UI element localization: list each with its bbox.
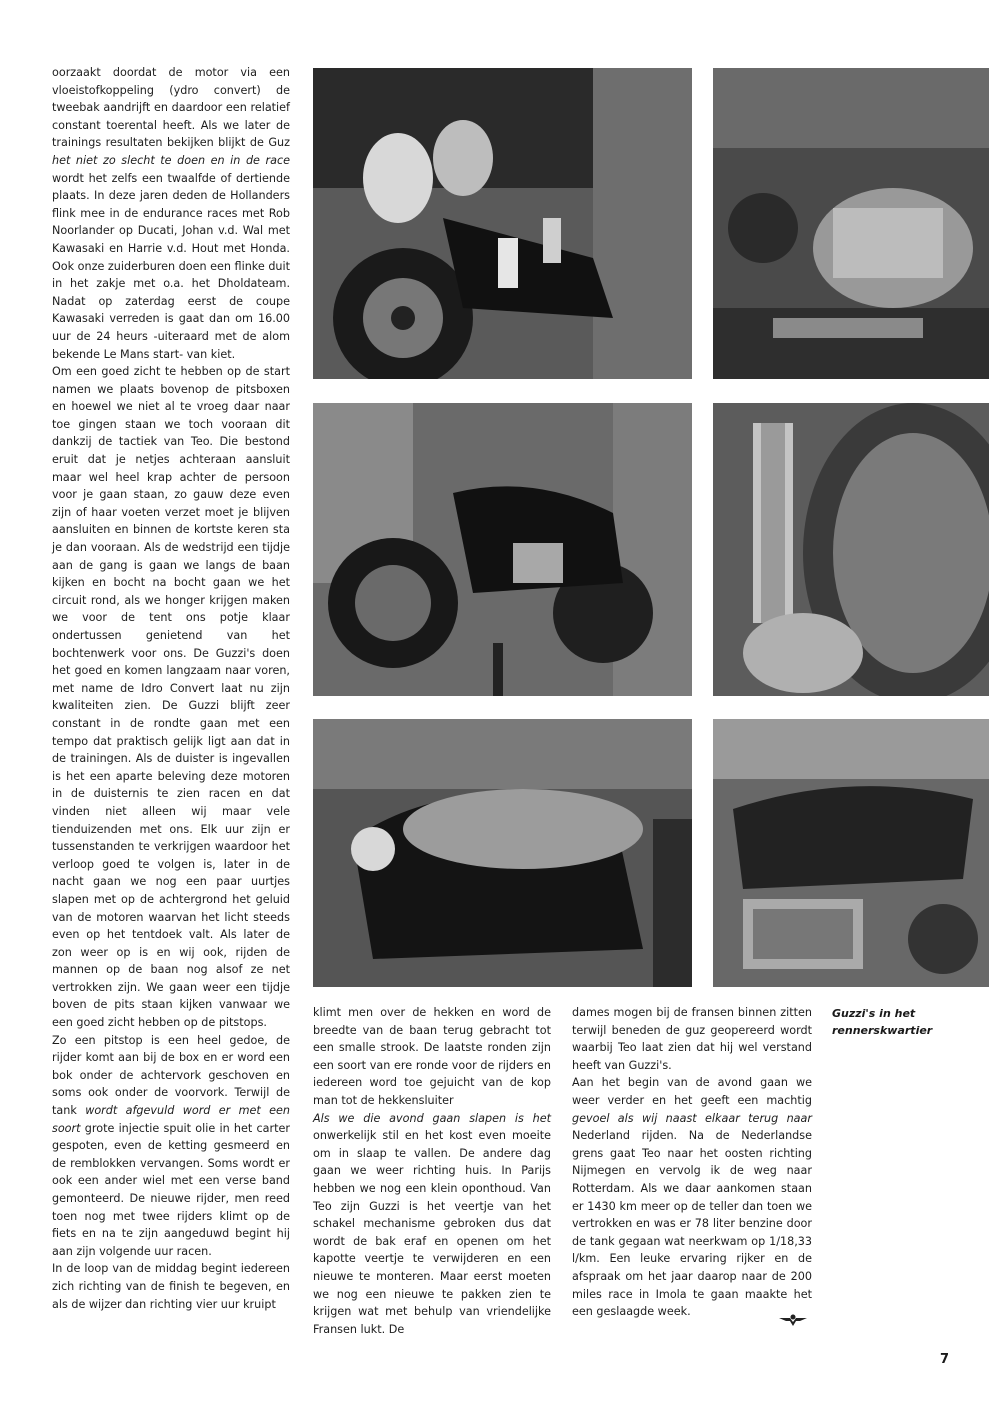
photo-racing-motorcycle-stand bbox=[313, 403, 692, 696]
paragraph: Om een goed zicht te hebben op de start namen we plaats bovenop de pitsboxen en hoewel we niet al te vroeg daar naar toe gingen staan we toch vooraan dit dankzij de tactiek van Teo. Die bestond eruit dat je netjes achteraan aansluit maar wel heel krap achter de persoon voor je gaan staan, zo gauw deze even zijn of haar voeten verzet moet je blijven aansluiten en binnen de kortste keren sta je dan vooraan. Als de wedstrijd een tijdje aan de gang is gaan we langs de baan kijken en bocht na bocht gaan we het circuit rond, als we honger krijgen maken we voor de tent ons potje klaar ondertussen genietend van het bochtenwerk voor ons. De Guzzi's doen het goed en komen langzaam naar voren, met name de Idro Convert laat nu zijn kwaliteiten zien. De Guzzi blijft zeer constant in de rondte gaan met een tempo dat praktisch gelijk ligt aan dat in de trainingen. Als de duister is ingevallen is het een aparte beleving deze motoren in de duisternis te zien racen en dat vinden niet alleen wij maar vele tienduizenden met ons. Elk uur zijn er tussenstanden te verkrijgen waardoor het verloop goed te volgen is, later in de nacht gaan we nog een paar uurtjes slapen met op de achtergrond het geluid van de motoren waarvan het licht steeds even op het tentdoek valt. Als later de zon weer op is en wij ook, rijden de mannen op de baan nog alsof ze net vertrokken zijn. We gaan weer een tijdje boven de pits staan kijken vanwaar we een goed zicht hebben op de pitstops. bbox=[52, 365, 290, 1030]
photo-caption bbox=[832, 1005, 952, 1039]
page-number: 7 bbox=[940, 1352, 950, 1367]
photo-rear-shock-tyre bbox=[713, 403, 989, 696]
article-column-3 bbox=[572, 1004, 812, 1321]
paragraph: Aan het begin van de avond gaan we weer verder en het geeft een machtig gevoel als wij naast elkaar terug naar Nederland rijden. Na de Nederlandse grens gaat Teo naar het oosten richting Nijmegen en vervolg ik de weg naar Rotterdam. Als we daar aankomen staan er 1430 km meer op de teller dan toen we vertrokken en was er 78 liter benzine door de tank gegaan wat neerkwam op 1/18,33 l/km. Een leuke ervaring rijker en de afspraak om het jaar daarop naar de 200 miles race in Imola te gaan maakte het een geslaagde week. bbox=[572, 1076, 812, 1319]
paragraph: klimt men over de hekken en word de breedte van de baan terug gebracht tot een smalle strook. De laatste ronden zijn een soort van ere ronde voor de rijders en iedereen word toe gejuicht van de kop man tot de hekkensluiter bbox=[313, 1006, 551, 1107]
paragraph: Als we die avond gaan slapen is het onwerkelijk stil en het kost even moeite om in slaap te vallen. De andere dag gaan we weer richting huis. In Parijs hebben we nog een klein oponthoud. Van Teo zijn Guzzi is het veertje van het schakel mechanisme gebroken dus dat wordt de bak eraf en openen om het kapotte veertje te verwijderen en een nieuwe te monteren. Maar eerst moeten we nog een nieuwe te pakken zien te krijgen wat met behulp van vriendelijke Fransen lukt. De bbox=[313, 1111, 551, 1336]
paragraph: In de loop van de middag begint iedereen zich richting van de finish te begeven, en als de wijzer dan richting vier uur kruipt bbox=[52, 1262, 290, 1311]
paragraph: dames mogen bij de fransen binnen zitten terwijl beneden de guz geopereerd wordt waarbij Teo laat zien dat hij wel verstand heeft van Guzzi's. bbox=[572, 1006, 812, 1072]
article-column-2 bbox=[313, 1004, 551, 1338]
caption-line: Guzzi's in het bbox=[832, 1007, 916, 1020]
photo-motorcycle-front bbox=[313, 68, 692, 379]
photo-engine-closeup bbox=[713, 68, 989, 379]
photo-guzzi-engine-tank bbox=[713, 719, 989, 987]
wing-logo-icon bbox=[778, 1313, 808, 1327]
paragraph: Zo een pitstop is een heel gedoe, de rijder komt aan bij de box en er word een bok onder de achtervork geschoven en soms ook onder de voorvork. Terwijl de tank wordt afgevuld word er met een soort grote injectie spuit olie in het carter gespoten, even de ketting gesmeerd en de remblokken vervangen. Soms wordt er ook een ander wiel met een verse band gemonteerd. De nieuwe rijder, men reed toen nog met twee rijders klimt op de fiets en na te zijn aangeduwd begint hij aan zijn volgende uur racen. bbox=[52, 1033, 291, 1258]
article-column-1 bbox=[52, 64, 290, 1313]
photo-fairing-motorcycle bbox=[313, 719, 692, 987]
paragraph: oorzaakt doordat de motor via een vloeistofkoppeling (ydro convert) de tweebak aandrijft en daardoor een relatief constant toerental heeft. Als we later de trainings resultaten bekijken blijkt de Guz het niet zo slecht te doen en in de race wordt het zelfs een twaalfde of dertiende plaats. In deze jaren deden de Hollanders flink mee in de endurance races met Rob Noorlander op Ducati, Johan v.d. Wal met Kawasaki en Harrie v.d. Hout met Honda. Ook onze zuiderburen doen een flinke duit in het zakje met o.a. het Dholdateam. Nadat op zaterdag eerst de coupe Kawasaki verreden is gaat dan om 16.00 uur de 24 heurs -uiteraard met de alom bekende Le Mans start- van kiet. bbox=[52, 66, 291, 361]
caption-line: rennerskwartier bbox=[832, 1024, 933, 1037]
